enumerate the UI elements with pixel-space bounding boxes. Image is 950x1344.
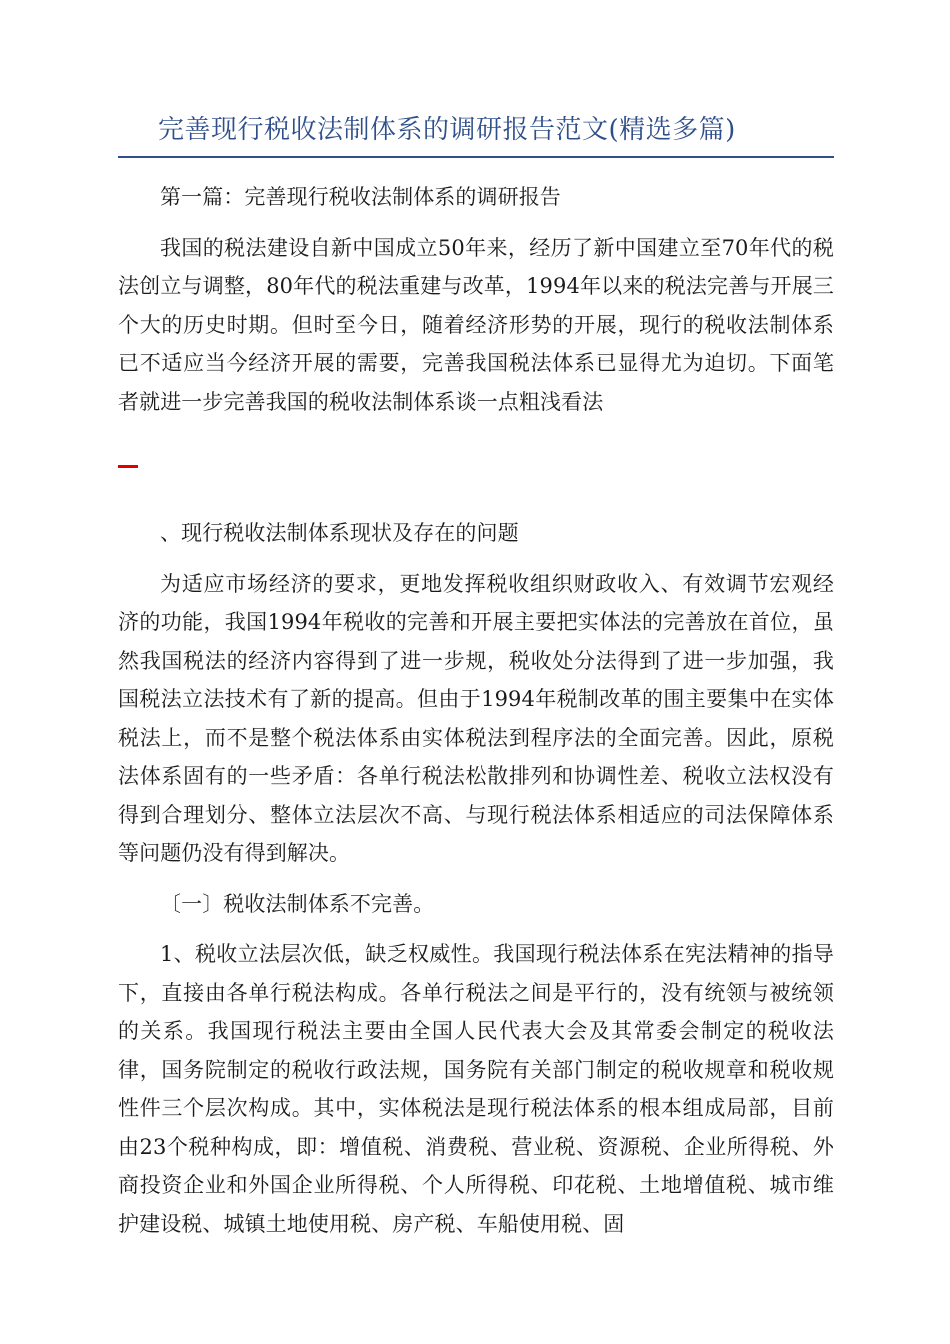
title-block bbox=[118, 110, 834, 158]
intro-paragraph: 我国的税法建设自新中国成立50年来，经历了新中国建立至70年代的税法创立与调整，80年代的税法重建与改革，1994年以来的税法完善与开展三个大的历史时期。但时至今日，随着经济形势的开展，现行的税收法制体系已不适应当今经济开展的需要，完善我国税法体系已显得尤为迫切。下面笔者就进一步完善我国的税收法制体系谈一点粗浅看法 bbox=[118, 235, 834, 414]
subsection-heading: 〔一〕税收法制体系不完善。 bbox=[160, 891, 435, 916]
spacer bbox=[118, 553, 834, 565]
part1-body: 为适应市场经济的要求，更地发挥税收组织财政收入、有效调节宏观经济的功能，我国1994年税收的完善和开展主要把实体法的完善放在首位，虽然我国税法的经济内容得到了进一步规，税收处分法得到了进一步加强，我国税法立法技术有了新的提高。但由于1994年税制改革的围主要集中在实体税法上，而不是整个税法体系由实体税法到程序法的全面完善。因此，原税法体系固有的一些矛盾：各单行税法松散排列和协调性差、税收立法权没有得到合理划分、整体立法层次不高、与现行税法体系相适应的司法保障体系等问题仍没有得到解决。 bbox=[118, 571, 834, 865]
spacer bbox=[118, 923, 834, 935]
document-body bbox=[118, 178, 834, 1243]
document-title: 完善现行税收法制体系的调研报告范文(精选多篇) bbox=[158, 115, 736, 145]
spacer bbox=[118, 873, 834, 885]
part1-heading: 、现行税收法制体系现状及存在的问题 bbox=[160, 521, 519, 545]
section-heading: 第一篇：完善现行税收法制体系的调研报告 bbox=[160, 185, 561, 209]
point1-paragraph: 1、税收立法层次低，缺乏权威性。我国现行税法体系在宪法精神的指导下，直接由各单行税法构成。各单行税法之间是平行的，没有统领与被统领的关系。我国现行税法主要由全国人民代表大会及其常委会制定的税收法律，国务院制定的税收行政法规，国务院有关部门制定的税收规章和税收规性件三个层次构成。其中，实体税法是现行税法体系的根本组成局部，目前由23个税种构成，即：增值税、消费税、营业税、资源税、企业所得税、外商投资企业和外国企业所得税、个人所得税、印花税、土地增值税、城市维护建设税、城镇土地使用税、房产税、车船使用税、固 bbox=[118, 942, 834, 1236]
section-mark bbox=[118, 465, 138, 468]
spacer bbox=[118, 217, 834, 229]
